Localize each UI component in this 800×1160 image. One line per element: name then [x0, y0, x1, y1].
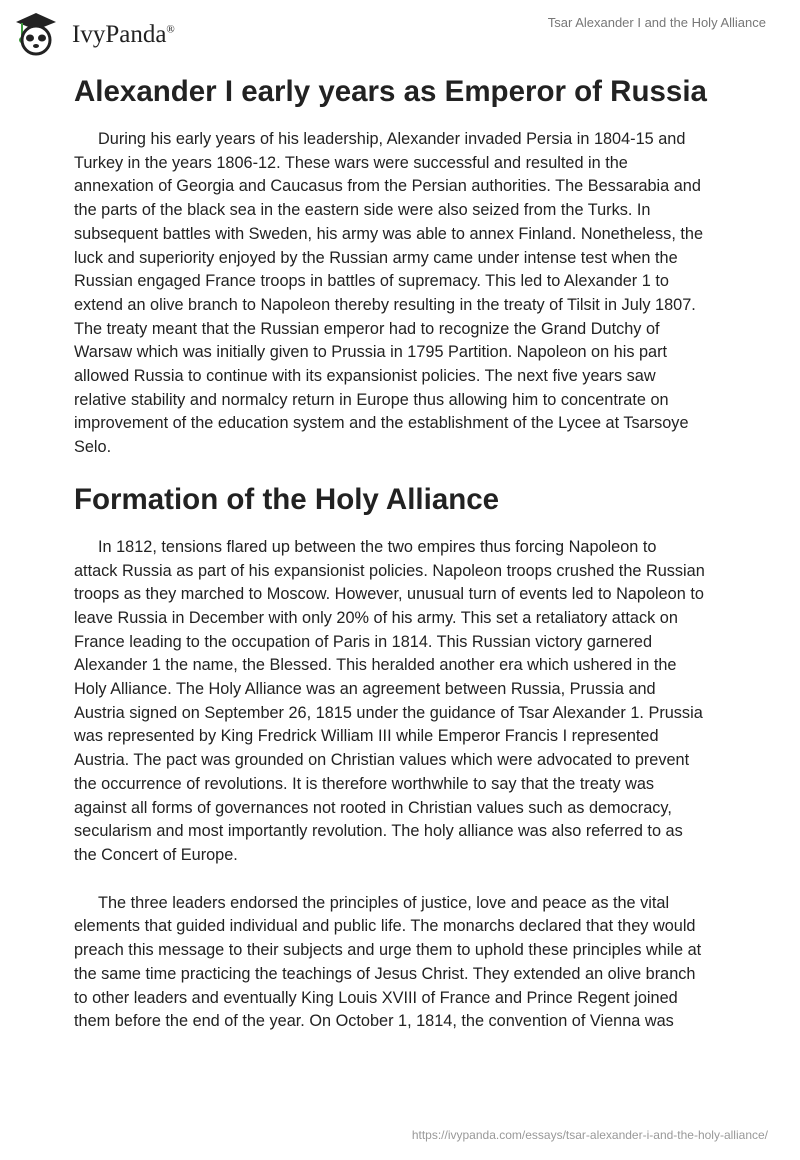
paragraph [74, 128, 734, 460]
paragraph-line: France leading to the occupation of Paris in 1814. This Russian victory garnered [74, 632, 653, 651]
paragraph-line: Russian engaged France troops in battles of supremacy. This led to Alexander 1 to [74, 272, 669, 291]
paragraph-line: the parts of the black sea in the eastern side were also seized from the Turks. In [74, 201, 651, 220]
paragraph-line: The three leaders endorsed the principles of justice, love and peace as the vital [98, 893, 670, 912]
paragraph-line: Turkey in the years 1806-12. These wars were successful and resulted in the [74, 153, 628, 172]
document-title: Tsar Alexander I and the Holy Alliance [547, 15, 766, 30]
paragraph-line: the occurrence of revolutions. It is therefore worthwhile to say that the treaty was [74, 774, 655, 793]
paragraph-line: subsequent battles with Sweden, his army was able to annex Finland. Nonetheless, the [74, 224, 704, 243]
paragraph-line: extend an olive branch to Napoleon thereby resulting in the treaty of Tilsit in July 1807. [74, 295, 696, 314]
paragraph-line: leave Russia in December with only 20% of his army. This set a retaliatory attack on [74, 608, 678, 627]
paragraph-line: was represented by King Fredrick William III while Emperor Francis I represented [74, 727, 659, 746]
paragraph-line: Austria. The pact was grounded on Christian values which were advocated to prevent [74, 751, 690, 770]
paragraph [74, 536, 734, 868]
paragraph-line: the Concert of Europe. [74, 845, 238, 864]
section-heading: Alexander I early years as Emperor of Russia [74, 75, 707, 108]
paragraph-line: During his early years of his leadership, Alexander invaded Persia in 1804-15 and [98, 130, 686, 148]
paragraph-line: preach this message to their subjects and urge them to uphold these principles while at [74, 941, 702, 960]
paragraph-line: Warsaw which was initially given to Prussia in 1795 Partition. Napoleon on his part [74, 343, 668, 362]
essay-content [74, 72, 734, 1034]
ivypanda-logo[interactable] [12, 8, 175, 56]
paragraph-line: In 1812, tensions flared up between the two empires thus forcing Napoleon to [98, 537, 657, 556]
paragraph-line: improvement of the education system and the establishment of the Lycee at Tsarsoye [74, 414, 689, 433]
paragraph-line: to other leaders and eventually King Louis XVIII of France and Prince Regent joined [74, 988, 678, 1007]
paragraph-line: The treaty meant that the Russian emperor had to recognize the Grand Dutchy of [74, 319, 660, 338]
paragraph-line: elements that guided individual and public life. The monarchs declared that they would [74, 917, 696, 936]
registered-mark: ® [166, 23, 175, 36]
paragraph-line: secularism and most importantly revolution. The holy alliance was also referred to as [74, 822, 683, 841]
paragraph-line: luck and superiority enjoyed by the Russian army came under intense test when the [74, 248, 678, 267]
paragraph [74, 892, 734, 1034]
paragraph-line: the same time practicing the teachings of Jesus Christ. They extended an olive branch [74, 964, 696, 983]
paragraph-line: attack Russia as part of his expansionist policies. Napoleon troops crushed the Russian [74, 561, 705, 580]
paragraph-line: annexation of Georgia and Caucasus from the Persian authorities. The Bessarabia and [74, 177, 701, 196]
paragraph-line: Austria signed on September 26, 1815 under the guidance of Tsar Alexander 1. Prussia [74, 703, 703, 722]
panda-graduate-icon [12, 8, 68, 56]
paragraph-line: troops as they marched to Moscow. However, unusual turn of events led to Napoleon to [74, 585, 704, 604]
paragraph-line: them before the end of the year. On October 1, 1814, the convention of Vienna was [74, 1012, 674, 1031]
source-url-link[interactable]: https://ivypanda.com/essays/tsar-alexander-i-and-the-holy-alliance/ [411, 1128, 768, 1142]
paragraph-line: Selo. [74, 438, 112, 457]
brand-name: IvyPanda [72, 21, 167, 48]
paragraph-line: relative stability and normalcy return in Europe thus allowing him to concentrate on [74, 390, 669, 409]
paragraph-line: allowed Russia to continue with its expansionist policies. The next five years saw [74, 367, 656, 386]
paragraph-line: against all forms of governances not rooted in Christian values such as democracy, [74, 798, 672, 817]
paragraph-line: Alexander 1 the name, the Blessed. This heralded another era which ushered in the [74, 656, 677, 675]
section-heading: Formation of the Holy Alliance [74, 482, 500, 516]
paragraph-line: Holy Alliance. The Holy Alliance was an agreement between Russia, Prussia and [74, 680, 656, 699]
